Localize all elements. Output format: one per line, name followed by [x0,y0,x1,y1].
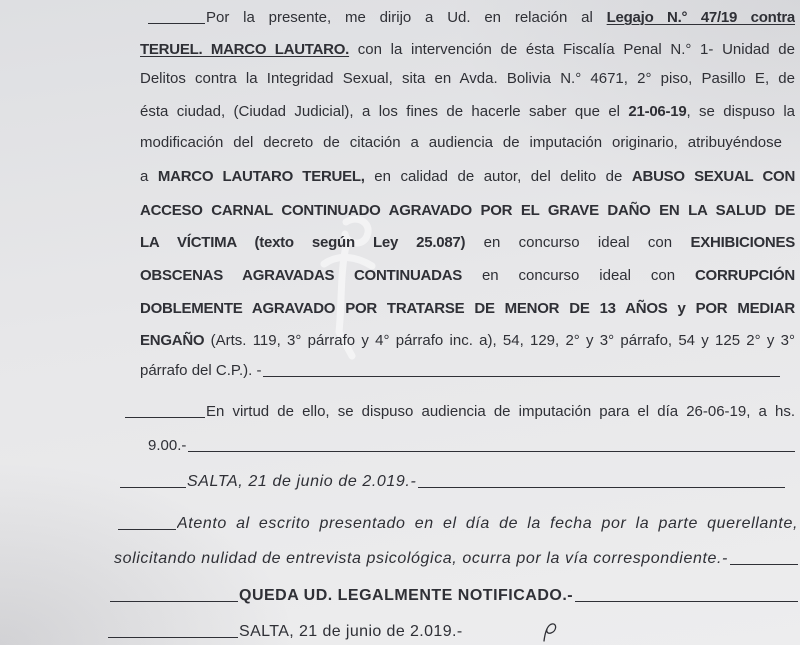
notice-line-10 [140,298,795,320]
notice-line-text [140,298,795,320]
charge-text: LA VÍCTIMA (texto según Ley 25.087) [140,234,466,251]
decree-date-reference: 21-06-19 [628,103,687,120]
decree-date-line [120,471,785,493]
closing-statement: QUEDA UD. LEGALMENTE NOTIFICADO.- [239,587,574,604]
defendant-name: TERUEL. MARCO LAUTARO. [140,41,350,58]
notice-line-8 [140,232,795,254]
ruling-line-2 [114,548,798,570]
notice-line-text [140,166,795,188]
notice-line-text [140,39,795,61]
notice-text: , se dispuso la [686,103,795,120]
notice-line-1 [148,7,795,29]
notice-line-2 [140,39,795,61]
blank-leader-line [148,23,205,24]
hearing-text: En virtud de ello, se dispuso audiencia de imputación para el día 26-06-19, a hs. [206,403,795,420]
blank-leader-line [125,417,205,418]
notice-line-4 [140,101,795,123]
notice-text: en concurso ideal con [481,267,676,284]
legal-articles-text: párrafo del C.P.). - [140,362,262,379]
blank-leader-line [110,601,238,602]
notice-line-9 [140,265,795,287]
notice-line-text [140,232,795,254]
charge-text: ACCESO CARNAL CONTINUADO AGRAVADO POR EL GRAVE DAÑO EN LA SALUD DE [140,202,795,219]
notice-text: con la intervención de ésta Fiscalía Penal N.° 1- Unidad de [357,41,795,58]
closing-line [110,585,798,607]
hearing-line-2 [148,435,795,457]
charge-text: ENGAÑO [140,332,205,349]
closing-date-line [108,621,528,643]
notice-line-text [140,265,795,287]
notice-line-3 [140,68,795,90]
case-reference: Legajo N.° 47/19 contra [606,9,795,26]
blank-filler-line [730,564,798,565]
legal-articles-text: (Arts. 119, 3° párrafo y 4° párrafo inc. a), 54, 129, 2° y 3° párrafo, 54 y 125 2° y 3° [210,332,795,349]
handwritten-mark-icon [538,620,564,642]
defendant-name: MARCO LAUTARO TERUEL, [157,168,365,185]
blank-filler-line [188,451,795,452]
notice-line-text [206,7,795,29]
hearing-time: 9.00.- [148,437,187,454]
notice-line-5 [140,132,782,154]
notice-line-11 [140,330,795,352]
blank-filler-line [418,487,785,488]
notice-line-text [140,200,795,222]
charge-text: ABUSO SEXUAL CON [631,168,795,185]
charge-text: CORRUPCIÓN [694,267,795,284]
blank-filler-line [575,601,798,602]
charge-text: OBSCENAS AGRAVADAS CONTINUADAS [140,267,463,284]
notice-line-7 [140,200,795,222]
notice-text: en calidad de autor, del delito de [374,168,623,185]
blank-leader-line [118,529,176,530]
charge-text: EXHIBICIONES [690,234,795,251]
notice-line-text [140,101,795,123]
notice-text: Por la presente, me dirijo a Ud. en relación al [206,9,593,26]
ruling-line-1 [118,513,798,535]
blank-filler-line [263,376,780,377]
notice-line-6 [140,166,795,188]
notice-text: ésta ciudad, (Ciudad Judicial), a los fines de hacerle saber que el [140,103,621,120]
notice-line-text [140,132,782,154]
blank-leader-line [120,487,186,488]
decree-date: SALTA, 21 de junio de 2.019.- [187,473,417,490]
notice-text: Delitos contra la Integridad Sexual, sita en Avda. Bolivia N.° 4671, 2° piso, Pasillo E, de [140,70,795,87]
charge-text: DOBLEMENTE AGRAVADO POR TRATARSE DE MENOR DE 13 AÑOS y POR MEDIAR [140,300,795,317]
notice-text: a [140,168,149,185]
ruling-text: Atento al escrito presentado en el día de la fecha por la parte querellante, [177,515,798,532]
hearing-line-1 [125,401,795,423]
ruling-text: solicitando nulidad de entrevista psicológica, ocurra por la vía correspondiente.- [114,550,728,567]
notice-line-text [140,68,795,90]
blank-leader-line [108,637,238,638]
notice-line-text [140,330,795,352]
notice-text: modificación del decreto de citación a audiencia de imputación originario, atribuyéndose [140,134,782,151]
notice-line-12 [140,360,780,382]
closing-date: SALTA, 21 de junio de 2.019.- [239,623,463,640]
notice-text: en concurso ideal con [483,234,673,251]
